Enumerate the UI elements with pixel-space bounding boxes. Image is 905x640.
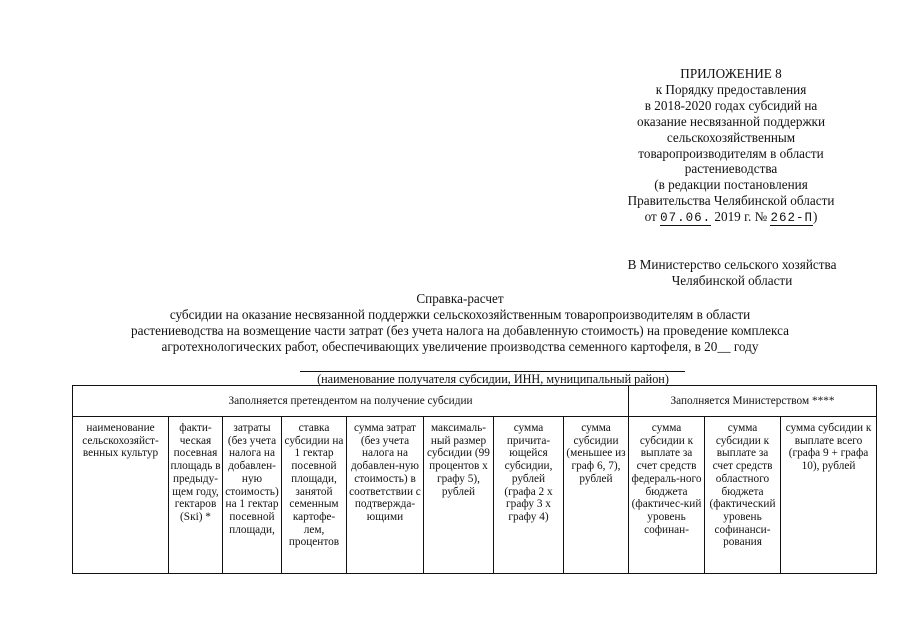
table-header-row: [73, 417, 877, 574]
appendix-line: (в редакции постановления: [654, 177, 808, 193]
column-header: ставка субсидии на 1 гектар посевной площади, занятой семенным картофе-лем, процентов: [282, 417, 347, 574]
date-suffix: 2019 г. №: [714, 209, 768, 225]
column-header: наименование сельскохозяйст-венных культур: [73, 417, 169, 574]
appendix-line: товаропроизводителям в области: [638, 145, 824, 161]
appendix-line: оказание несвязанной поддержки: [636, 113, 826, 129]
column-header: сумма субсидии (меньшее из граф 6, 7), рублей: [564, 417, 629, 574]
addressee-line: В Министерство сельского хозяйства: [627, 257, 837, 272]
appendix-line: растениеводства: [684, 161, 778, 177]
title-line: растениеводства на возмещение части затрат (без учета налога на добавленную стоимость) на проведение комплекса: [131, 322, 789, 338]
column-header: сумма субсидии к выплате всего (графа 9 + графа 10), рублей: [781, 417, 877, 574]
column-header: факти-ческая посевная площадь в предыду-щем году, гектаров (Sкi) *: [169, 417, 223, 574]
group-ministry: Заполняется Министерством ****: [629, 386, 877, 417]
closing-paren: ): [812, 209, 818, 225]
appendix-line: сельскохозяйственным: [666, 129, 796, 145]
title-line: агротехнологических работ, обеспечивающих увеличение производства семенного картофеля, в 20__ году: [161, 338, 759, 354]
column-header: максималь-ный размер субсидии (99 процентов х графу 5), рублей: [424, 417, 494, 574]
column-header: сумма субсидии к выплате за счет средств федераль-ного бюджета (фактичес-кий уровень софинан-: [629, 417, 705, 574]
addressee-block: [606, 257, 858, 289]
title-heading: Справка-расчет: [416, 291, 504, 306]
appendix-line: в 2018-2020 годах субсидий на: [644, 97, 818, 113]
title-line: субсидии на оказание несвязанной поддержки сельскохозяйственным товаропроизводителям в области: [169, 306, 751, 322]
subsidy-table: [72, 385, 877, 574]
date-prefix: от: [644, 209, 657, 225]
document-title: [60, 291, 860, 355]
column-header: сумма затрат (без учета налога на добавлен-ную стоимость) в соответствии с подтвержда-ющими: [347, 417, 424, 574]
addressee-line: Челябинской области: [671, 272, 793, 288]
column-header: сумма причита-ющейся субсидии, рублей (графа 2 х графу 3 х графу 4): [494, 417, 564, 574]
resolution-number: 262-П: [770, 211, 813, 226]
column-header: затраты (без учета налога на добавлен-ную стоимость) на 1 гектар посевной площади,: [223, 417, 282, 574]
column-header: сумма субсидии к выплате за счет средств областного бюджета (фактический уровень софинанси-рования: [705, 417, 781, 574]
appendix-line: ПРИЛОЖЕНИЕ 8: [680, 66, 782, 81]
appendix-line: к Порядку предоставления: [655, 81, 807, 97]
group-applicant: Заполняется претендентом на получение субсидии: [73, 386, 629, 417]
appendix-line: Правительства Челябинской области: [627, 193, 835, 209]
table-group-row: [73, 386, 877, 417]
appendix-header: [600, 66, 862, 226]
resolution-date: 07.06.: [660, 211, 712, 226]
recipient-caption: (наименование получателя субсидии, ИНН, муниципальный район): [317, 372, 669, 386]
resolution-date-line: [600, 209, 862, 226]
